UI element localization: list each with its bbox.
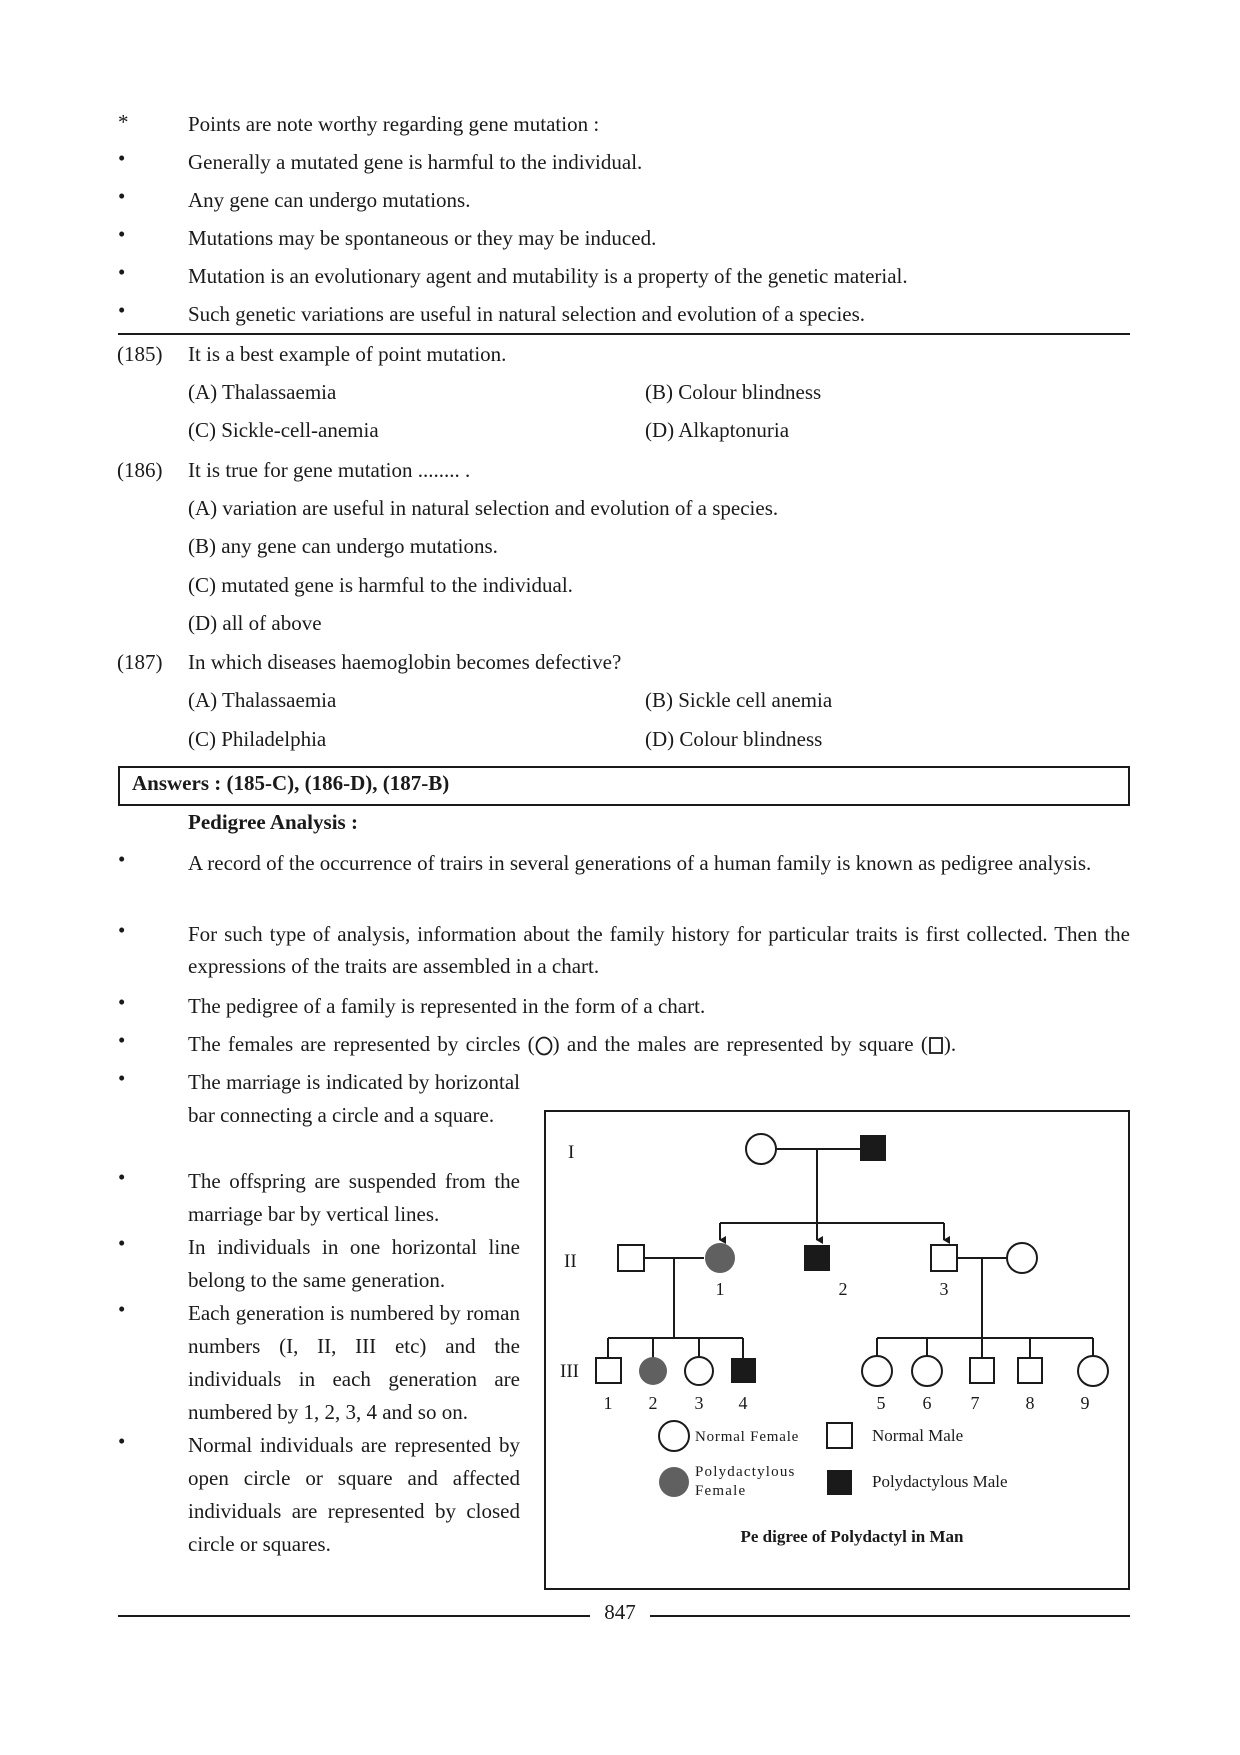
side-point: In individuals in one horizontal line belong to the same generation. <box>188 1235 520 1292</box>
normal-female-symbol <box>862 1356 892 1386</box>
option-b: (B) Colour blindness <box>645 380 822 404</box>
generation-label: II <box>564 1251 577 1272</box>
bullet-marker: • <box>118 1429 126 1453</box>
figure-caption: Pe digree of Polydactyl in Man <box>740 1527 964 1546</box>
square-symbol-icon <box>928 1034 944 1056</box>
star-marker: * <box>118 110 129 134</box>
legend-polydactylous-female-label: Polydactylous <box>695 1464 796 1480</box>
legend-normal-male-label: Normal Male <box>872 1426 964 1445</box>
note-item: Mutation is an evolutionary agent and mutability is a property of the genetic material. <box>188 264 908 288</box>
normal-male-symbol <box>931 1245 957 1271</box>
individual-number: 5 <box>876 1393 886 1413</box>
individual-number: 2 <box>648 1393 658 1413</box>
note-item: Such genetic variations are useful in natural selection and evolution of a species. <box>188 302 866 326</box>
option-a: (A) Thalassaemia <box>188 688 337 712</box>
polydactylous-male-symbol <box>860 1135 886 1161</box>
option-d: (D) Alkaptonuria <box>645 418 790 442</box>
note-item: Generally a mutated gene is harmful to the individual. <box>188 150 643 174</box>
symbols-point-middle: ) and the males are represented by square ( <box>552 1032 928 1056</box>
bullet-marker: • <box>118 298 126 322</box>
normal-male-symbol <box>1018 1358 1042 1383</box>
question-text: It is a best example of point mutation. <box>188 342 507 366</box>
option-b: (B) Sickle cell anemia <box>645 688 833 712</box>
footer-rule-left <box>118 1615 590 1617</box>
legend-normal-male-icon <box>827 1423 852 1448</box>
section-divider <box>118 333 1130 335</box>
pedigree-point: The pedigree of a family is represented in the form of a chart. <box>188 994 706 1018</box>
side-point: The marriage is indicated by horizontal bar connecting a circle and a square. <box>188 1070 520 1127</box>
polydactylous-female-symbol <box>705 1243 735 1273</box>
individual-number: 8 <box>1025 1393 1035 1413</box>
normal-male-symbol <box>970 1358 994 1383</box>
individual-number: 7 <box>970 1393 980 1413</box>
question-text: In which diseases haemoglobin becomes defective? <box>188 650 622 674</box>
individual-number: 3 <box>939 1279 949 1299</box>
normal-male-symbol <box>596 1358 621 1383</box>
individual-number: 6 <box>922 1393 932 1413</box>
generation-label: III <box>560 1361 579 1382</box>
bullet-marker: • <box>118 1231 126 1255</box>
bullet-marker: • <box>118 146 126 170</box>
pedigree-heading: Pedigree Analysis : <box>188 810 358 834</box>
generation-label: I <box>568 1142 575 1163</box>
side-point: Each generation is numbered by roman numbers (I, II, III etc) and the individuals in each generation are numbered by 1, 2, 3, 4 and so on. <box>188 1301 520 1424</box>
normal-female-symbol <box>912 1356 942 1386</box>
question-number: (187) <box>117 650 163 674</box>
option-b: (B) any gene can undergo mutations. <box>188 534 498 558</box>
symbols-point-after: ). <box>943 1032 957 1056</box>
symbols-point <box>188 1028 1130 1060</box>
answers-text: Answers : (185-C), (186-D), (187-B) <box>132 771 450 795</box>
option-c: (C) Philadelphia <box>188 727 327 751</box>
normal-male-symbol <box>618 1245 644 1271</box>
bullet-marker: • <box>118 260 126 284</box>
symbols-point-before: The females are represented by circles ( <box>188 1032 535 1056</box>
footer-rule-right <box>650 1615 1130 1617</box>
notes-heading: Points are note worthy regarding gene mutation : <box>188 112 600 136</box>
option-c: (C) Sickle-cell-anemia <box>188 418 379 442</box>
bullet-marker: • <box>118 1028 126 1052</box>
option-d: (D) Colour blindness <box>645 727 823 751</box>
bullet-marker: • <box>118 918 126 942</box>
bullet-marker: • <box>118 1165 126 1189</box>
bullet-marker: • <box>118 990 126 1014</box>
legend-normal-female-icon <box>659 1421 689 1451</box>
answers-box <box>118 766 1130 806</box>
legend-polydactylous-female-label: Female <box>695 1483 747 1499</box>
bullet-marker: • <box>118 847 126 871</box>
option-a: (A) variation are useful in natural selection and evolution of a species. <box>188 496 779 520</box>
legend-polydactylous-male-label: Polydactylous Male <box>872 1472 1008 1491</box>
pedigree-chart <box>546 1112 1128 1588</box>
bullet-marker: • <box>118 184 126 208</box>
polydactylous-male-symbol <box>731 1358 756 1383</box>
note-item: Mutations may be spontaneous or they may be induced. <box>188 226 657 250</box>
bullet-marker: • <box>118 222 126 246</box>
polydactylous-female-symbol <box>639 1357 667 1385</box>
pedigree-point: For such type of analysis, information about the family history for particular traits is first collected. Then the expressions of the traits are assembled in a chart. <box>188 922 1130 978</box>
individual-number: 9 <box>1080 1393 1090 1413</box>
pedigree-figure <box>544 1110 1130 1590</box>
normal-female-symbol <box>746 1134 776 1164</box>
legend-normal-female-label: Normal Female <box>695 1429 800 1445</box>
individual-number: 2 <box>838 1279 848 1299</box>
question-number: (185) <box>117 342 163 366</box>
polydactylous-male-symbol <box>804 1245 830 1271</box>
option-a: (A) Thalassaemia <box>188 380 337 404</box>
pedigree-point: A record of the occurrence of trairs in several generations of a human family is known as pedigree analysis. <box>188 851 1092 875</box>
question-number: (186) <box>117 458 163 482</box>
note-item: Any gene can undergo mutations. <box>188 188 471 212</box>
legend-polydactylous-female-icon <box>659 1467 689 1497</box>
page-number: 847 <box>604 1600 636 1624</box>
side-point: The offspring are suspended from the marriage bar by vertical lines. <box>188 1169 520 1226</box>
individual-number: 1 <box>715 1279 725 1299</box>
normal-female-symbol <box>685 1357 713 1385</box>
individual-number: 4 <box>738 1393 748 1413</box>
normal-female-symbol <box>1078 1356 1108 1386</box>
side-point: Normal individuals are represented by open circle or square and affected individuals are represented by closed circle or squares. <box>188 1433 520 1556</box>
bullet-marker: • <box>118 1297 126 1321</box>
option-c: (C) mutated gene is harmful to the individual. <box>188 573 573 597</box>
question-text: It is true for gene mutation ........ . <box>188 458 471 482</box>
option-d: (D) all of above <box>188 611 322 635</box>
normal-female-symbol <box>1007 1243 1037 1273</box>
legend-polydactylous-male-icon <box>827 1470 852 1495</box>
circle-symbol-icon <box>535 1034 553 1056</box>
individual-number: 1 <box>603 1393 613 1413</box>
individual-number: 3 <box>694 1393 704 1413</box>
bullet-marker: • <box>118 1066 126 1090</box>
